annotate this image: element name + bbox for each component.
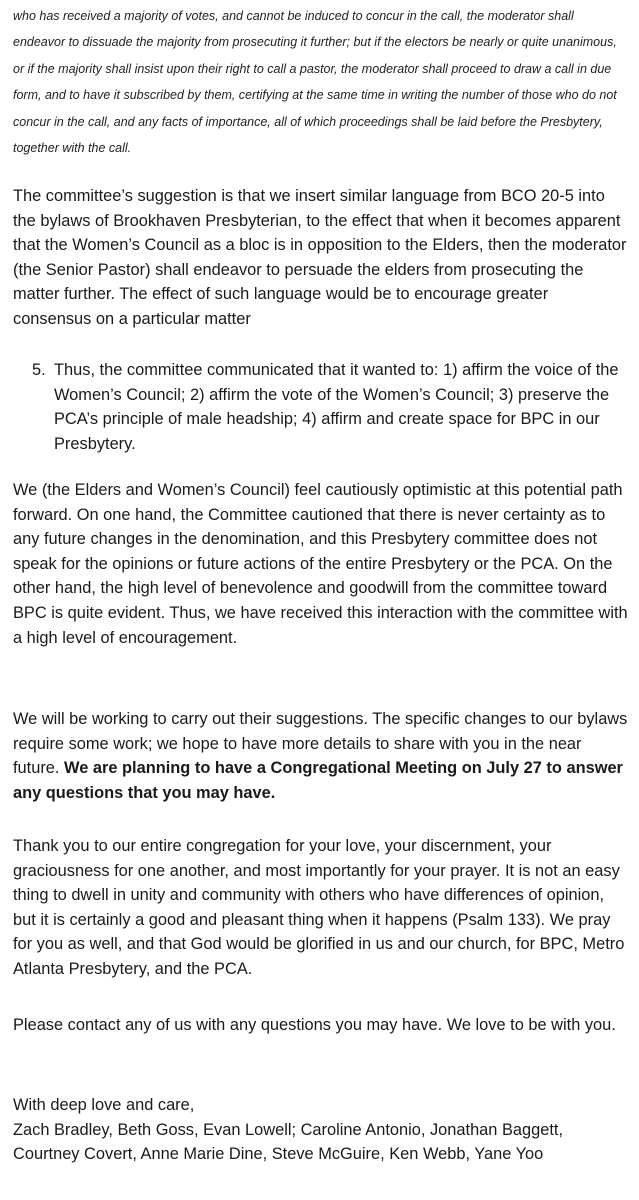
committee-suggestion-paragraph: The committee’s suggestion is that we insert similar language from BCO 20-5 into the bylaws of Brookhaven Presbyterian, to the effect that when it becomes apparent that the Women’s Council as a bloc is in opposition to the Elders, then the moderator (the Senior Pastor) shall endeavor to persuade the elders from prosecuting the matter further. The effect of such language would be to encourage greater consensus on a particular matter (13, 187, 627, 328)
numbered-list (32, 358, 628, 456)
thank-you-paragraph: Thank you to our entire congregation for your love, your discernment, your graciousness for one another, and most importantly for your prayer. It is not an easy thing to dwell in unity and community with others who have differences of opinion, but it is certainly a good and pleasant thing when it happens (Psalm 133). We pray for you as well, and that God would be glorified in us and our church, for BPC, Metro Atlanta Presbytery, and the PCA. (13, 837, 625, 978)
bco-quote: who has received a majority of votes, and cannot be induced to concur in the call, the moderator shall endeavor to dissuade the majority from prosecuting it further; but if the electors be nearly or quite unanimous, or if the majority shall insist upon their right to call a pastor, the moderator shall proceed to draw a call in due form, and to have it subscribed by them, certifying at the same time in writing the number of those who do not concur in the call, and any facts of importance, all of which proceedings shall be laid before the Presbytery, together with the call. (13, 9, 617, 156)
optimism-paragraph: We (the Elders and Women’s Council) feel cautiously optimistic at this potential path forward. On one hand, the Committee cautioned that there is never certainty as to any future changes in the denomination, and this Presbytery committee does not speak for the opinions or future actions of the entire Presbytery or the PCA. On the other hand, the high level of benevolence and goodwill from the committee toward BPC is quite evident. Thus, we have received this interaction with the committee with a high level of encouragement. (13, 481, 628, 647)
meeting-announcement: We are planning to have a Congregational Meeting on July 27 to answer any questions that you may have. (13, 759, 623, 802)
contact-paragraph: Please contact any of us with any questions you may have. We love to be with you. (13, 1016, 616, 1034)
next-steps-paragraph (13, 707, 628, 805)
signatory-names: Zach Bradley, Beth Goss, Evan Lowell; Caroline Antonio, Jonathan Baggett, Courtney Covert, Anne Marie Dine, Steve McGuire, Ken Webb, Yane Yoo (13, 1120, 564, 1164)
list-item-number: 5. (32, 361, 46, 379)
list-item-text: Thus, the committee communicated that it wanted to: 1) affirm the voice of the Women’s Council; 2) affirm the vote of the Women’s Council; 3) preserve the PCA’s principle of male headship; 4) affirm and create space for BPC in our Presbytery. (54, 361, 619, 453)
list-item (32, 358, 628, 456)
closing-line: With deep love and care, (13, 1096, 195, 1114)
next-steps-text: We will be working to carry out their suggestions. The specific changes to our bylaws require some work; we hope to have more details to share with you in the near future. (13, 710, 628, 778)
signature-block (13, 1093, 628, 1167)
